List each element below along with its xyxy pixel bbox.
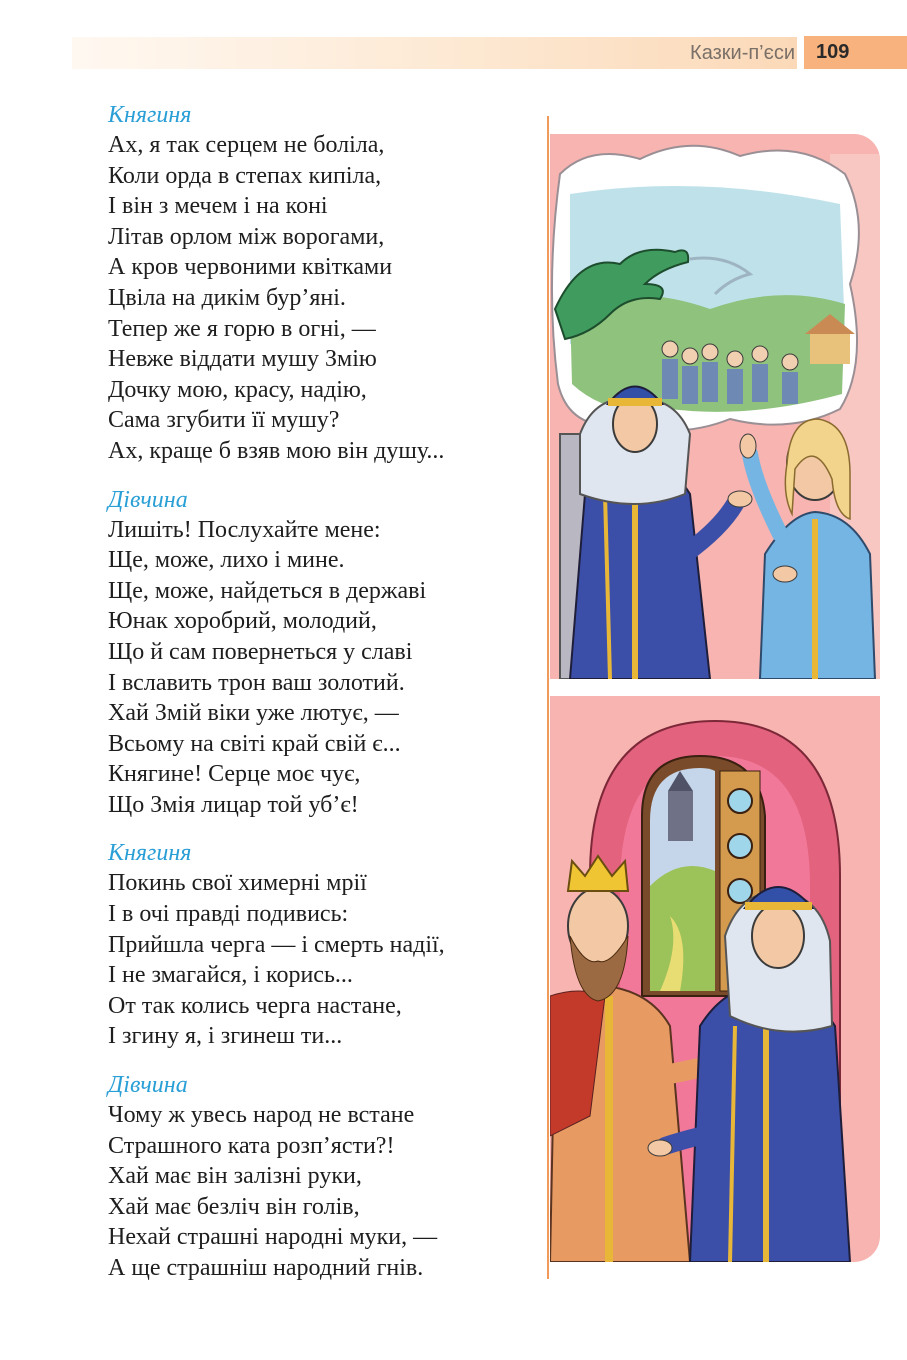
verse-line: Покинь свої химерні мрії bbox=[108, 870, 367, 897]
verse-line: Хай Змій віки уже лютує, — bbox=[108, 700, 399, 727]
verse-line: Цвіла на дикім бур’яні. bbox=[108, 284, 346, 311]
verse-line: Прийшла черга — і смерть надії, bbox=[108, 931, 445, 958]
verse-line: Всьому на світі край свій є... bbox=[108, 730, 401, 757]
verse-line: Ах, краще б взяв мою він душу... bbox=[108, 437, 445, 464]
header-bar bbox=[72, 37, 797, 69]
verse-line: Юнак хоробрий, молодий, bbox=[108, 608, 377, 635]
verse-line: А ще страшніш народний гнів. bbox=[108, 1255, 424, 1281]
poem-text bbox=[108, 100, 548, 1302]
stanza bbox=[108, 1070, 548, 1284]
verse-line: Страшного ката розп’ясти?! bbox=[108, 1132, 395, 1159]
verse-line: Що Змія лицар той уб’є! bbox=[108, 791, 359, 818]
page-number: 109 bbox=[804, 36, 907, 69]
illustration-princess-and-daughter bbox=[550, 134, 880, 679]
verse-line: Княгине! Серце моє чує, bbox=[108, 761, 361, 788]
verse-line: Хай має він залізні руки, bbox=[108, 1163, 362, 1190]
verse-line: Що й сам повернеться у славі bbox=[108, 638, 413, 665]
verse-line: І вславить трон ваш золотий. bbox=[108, 669, 405, 696]
illustration-prince-and-princess bbox=[550, 696, 880, 1262]
verse-line: Нехай страшні народні муки, — bbox=[108, 1224, 438, 1251]
section-title: Казки-п’єси bbox=[690, 42, 795, 64]
verse-line: Лишіть! Послухайте мене: bbox=[108, 516, 381, 543]
verse-line: Дочку мою, красу, надію, bbox=[108, 376, 367, 403]
speaker-label: Дівчина bbox=[108, 1072, 188, 1099]
verse-line: І не змагайся, і корись... bbox=[108, 962, 353, 989]
verse-line: Ах, я так серцем не боліла, bbox=[108, 132, 385, 158]
verse-line: От так колись черга настане, bbox=[108, 992, 402, 1019]
verse-line: А кров червоними квітками bbox=[108, 254, 393, 281]
verse-line: І в очі правді подивись: bbox=[108, 901, 349, 928]
verse-line: І згину я, і згинеш ти... bbox=[108, 1023, 343, 1050]
speaker-label: Дівчина bbox=[108, 486, 188, 513]
verse-line: Хай має безліч він голів, bbox=[108, 1193, 360, 1220]
verse-line: Тепер же я горю в огні, — bbox=[108, 315, 376, 342]
verse-line: Літав орлом між ворогами, bbox=[108, 223, 385, 250]
verse-line: Ще, може, лихо і мине. bbox=[108, 547, 345, 574]
verse-line: Невже віддати мушу Змію bbox=[108, 346, 377, 373]
verse-line: Коли орда в степах кипіла, bbox=[108, 162, 382, 189]
stanza bbox=[108, 838, 548, 1052]
stanza bbox=[108, 485, 548, 821]
stanza bbox=[108, 100, 548, 467]
verse-line: Ще, може, найдеться в державі bbox=[108, 577, 427, 604]
margin-rule bbox=[547, 116, 549, 1279]
verse-line: І він з мечем і на коні bbox=[108, 193, 328, 220]
speaker-label: Княгиня bbox=[108, 840, 192, 867]
speaker-label: Княгиня bbox=[108, 102, 192, 128]
verse-line: Чому ж увесь народ не встане bbox=[108, 1102, 415, 1129]
verse-line: Сама згубити її мушу? bbox=[108, 407, 340, 434]
